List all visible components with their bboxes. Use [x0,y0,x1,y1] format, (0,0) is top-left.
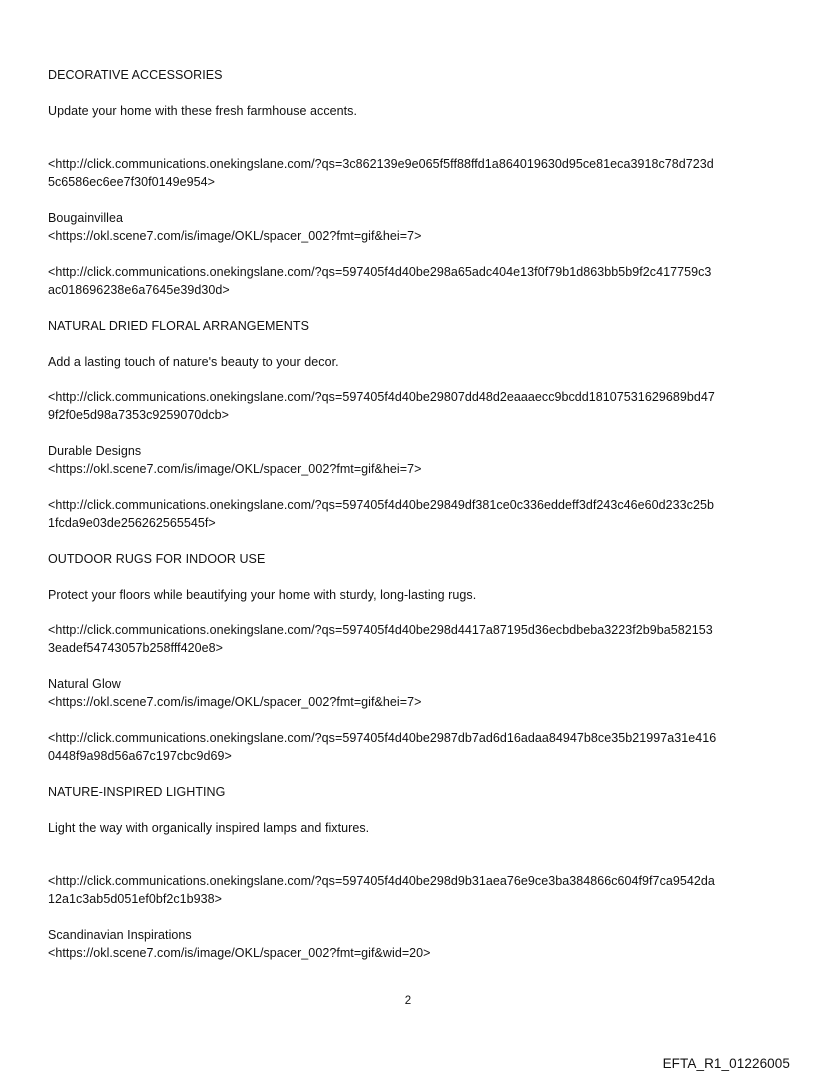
item-image-text: <https://okl.scene7.com/is/image/OKL/spacer_002?fmt=gif&hei=7> [48,462,422,476]
item-title: Natural Glow [48,677,121,691]
item-image-text: <https://okl.scene7.com/is/image/OKL/spacer_002?fmt=gif&hei=7> [48,229,422,243]
section-link[interactable] [48,388,715,424]
link-text-line-1: <http://click.communications.onekingslane.com/?qs=597405f4d40be2987db7ad6d16adaa84947b8ce35b21997a31e416 [48,731,717,745]
link-text-line-2: 12a1c3ab5d051ef0bf2c1b938> [48,892,223,906]
link-text-line-2: 1fcda9e03de256262565545f> [48,516,216,530]
item-title: Scandinavian Inspirations [48,928,192,942]
document-id-footer: EFTA_R1_01226005 [662,1056,790,1071]
section-link[interactable] [48,872,715,908]
page-number: 2 [404,995,412,1007]
section-heading: NATURE-INSPIRED LIGHTING [48,785,226,799]
link-text-line-2: 9f2f0e5d98a7353c9259070dcb> [48,408,230,422]
item-title: Durable Designs [48,444,142,458]
section-description: Light the way with organically inspired lamps and fixtures. [48,821,370,835]
section-link[interactable] [48,621,713,657]
link-text-line-1: <http://click.communications.onekingslane.com/?qs=597405f4d40be298d9b31aea76e9ce3ba384866c604f9f7ca9542da [48,874,715,888]
section-description: Add a lasting touch of nature's beauty to your decor. [48,355,339,369]
section-link[interactable] [48,155,714,191]
item-image-link[interactable] [48,460,421,478]
item-title: Bougainvillea [48,211,124,225]
link-text-line-2: 3eadef54743057b258fff420e8> [48,641,224,655]
item-link[interactable] [48,729,716,765]
section-heading: OUTDOOR RUGS FOR INDOOR USE [48,552,266,566]
link-text-line-1: <http://click.communications.onekingslane.com/?qs=597405f4d40be29849df381ce0c336eddeff3df243c46e60d233c25b [48,498,714,512]
item-image-text: <https://okl.scene7.com/is/image/OKL/spacer_002?fmt=gif&wid=20> [48,946,431,960]
link-text-line-2: 5c6586ec6ee7f30f0149e954> [48,175,216,189]
item-image-link[interactable] [48,227,421,245]
link-text-line-1: <http://click.communications.onekingslane.com/?qs=597405f4d40be298d4417a87195d36ecbdbeba3223f2b9ba582153 [48,623,713,637]
link-text-line-2: ac018696238e6a7645e39d30d> [48,283,230,297]
section-description: Protect your floors while beautifying your home with sturdy, long-lasting rugs. [48,588,477,602]
section-heading: NATURAL DRIED FLORAL ARRANGEMENTS [48,319,309,333]
section-description: Update your home with these fresh farmhouse accents. [48,104,358,118]
link-text-line-1: <http://click.communications.onekingslane.com/?qs=597405f4d40be29807dd48d2eaaaecc9bcdd18107531629689bd47 [48,390,715,404]
item-link[interactable] [48,263,711,299]
item-link[interactable] [48,496,714,532]
link-text-line-1: <http://click.communications.onekingslane.com/?qs=597405f4d40be298a65adc404e13f0f79b1d863bb5b9f2c417759c3 [48,265,712,279]
item-image-link[interactable] [48,693,421,711]
item-image-link[interactable] [48,944,431,962]
item-image-text: <https://okl.scene7.com/is/image/OKL/spacer_002?fmt=gif&hei=7> [48,695,422,709]
link-text-line-1: <http://click.communications.onekingslane.com/?qs=3c862139e9e065f5ff88ffd1a864019630d95ce81eca3918c78d723d [48,157,714,171]
section-heading: DECORATIVE ACCESSORIES [48,68,223,82]
link-text-line-2: 0448f9a98d56a67c197cbc9d69> [48,749,232,763]
